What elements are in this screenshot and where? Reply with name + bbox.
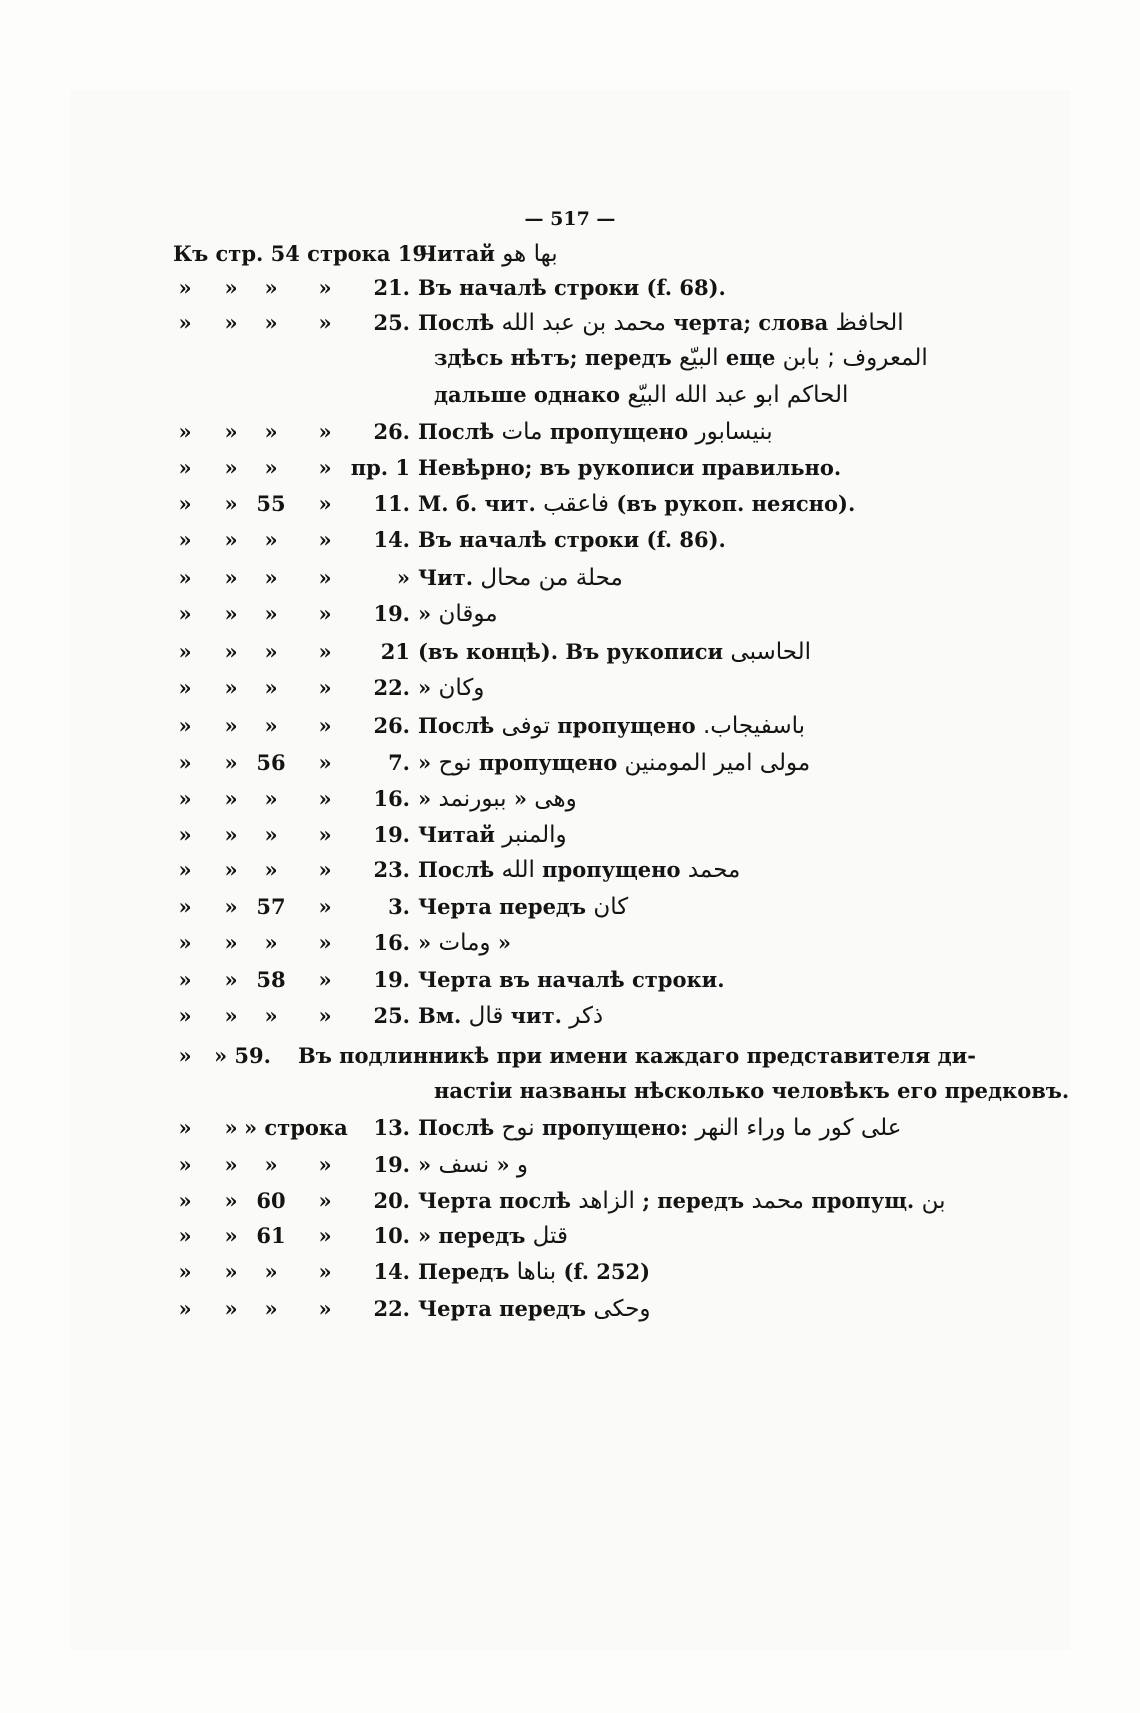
page-ref: » [264, 275, 278, 300]
russian-text: » [418, 930, 432, 955]
entry-continuation [0, 1071, 1140, 1111]
page-ref: » [264, 857, 278, 882]
ditto-mark: » [224, 857, 238, 882]
russian-text: еще [725, 345, 776, 370]
ditto-mark: » [318, 455, 332, 480]
russian-text: Послѣ [418, 1115, 495, 1140]
line-ref: 21. [373, 275, 410, 300]
entry-text [418, 632, 811, 672]
arabic-text: توفى [501, 713, 550, 739]
arabic-text: ببورنمد [438, 786, 507, 812]
page-ref: » [264, 419, 278, 444]
arabic-text: مولى امير المومنين [624, 750, 811, 776]
arabic-text: على كور ما وراء النهر [695, 1115, 902, 1141]
line-ref: 13. [373, 1115, 410, 1140]
entry-row [0, 412, 1140, 452]
russian-text: Послѣ [418, 419, 495, 444]
entry-row [0, 923, 1140, 963]
line-ref: 25. [373, 310, 410, 335]
entry-lead: Къ стр. 54 строка 19. [173, 241, 435, 266]
page-ref: » [264, 455, 278, 480]
ditto-mark: » [224, 967, 238, 992]
russian-text: М. б. чит. [418, 491, 536, 516]
ditto-mark: » [318, 1296, 332, 1321]
ditto-mark: » [318, 786, 332, 811]
entry-row [0, 815, 1140, 855]
ditto-mark: » [224, 1115, 238, 1140]
russian-text: пропущено: [541, 1115, 689, 1140]
arabic-text: فاعقب [543, 491, 610, 517]
russian-text: Черта въ началѣ строки. [418, 967, 725, 992]
ditto-mark: » [318, 1003, 332, 1028]
entry-text [418, 303, 904, 343]
entry-text [418, 412, 773, 452]
ditto-mark: » [318, 491, 332, 516]
ditto-mark: » [318, 750, 332, 775]
entry-text [418, 1289, 651, 1329]
russian-text: дальше однако [434, 382, 621, 407]
entry-text [434, 1071, 1069, 1111]
line-ref: 21 [380, 639, 410, 664]
russian-text: пропущено [542, 857, 681, 882]
entry-row [0, 1289, 1140, 1329]
russian-text: » [497, 930, 511, 955]
ditto-mark: » [318, 930, 332, 955]
page-ref: » [264, 1296, 278, 1321]
russian-text: пропущено [557, 713, 696, 738]
entry-text [418, 743, 810, 783]
ditto-mark: » [178, 1296, 192, 1321]
ditto-mark: » [178, 930, 192, 955]
page-ref: » [264, 565, 278, 590]
ditto-mark: » [224, 1152, 238, 1177]
page-ref: 58 [256, 967, 286, 992]
entry-text [418, 815, 567, 855]
entry-text [418, 520, 726, 560]
ditto-mark: » [178, 639, 192, 664]
line-ref: 10. [373, 1223, 410, 1248]
ditto-mark: » [318, 675, 332, 700]
russian-text: Послѣ [418, 857, 495, 882]
page-ref: 57 [256, 894, 286, 919]
russian-text: » [418, 601, 432, 626]
entry-text [418, 1145, 528, 1185]
ditto-mark: » [178, 1003, 192, 1028]
ditto-mark: » [224, 601, 238, 626]
entry-row [0, 303, 1140, 343]
ditto-mark: » [178, 1259, 192, 1284]
line-ref: 22. [373, 675, 410, 700]
arabic-text: نسف [438, 1152, 490, 1178]
entry-row [0, 484, 1140, 524]
ditto-mark: » [178, 419, 192, 444]
ditto-mark: » [178, 565, 192, 590]
russian-text: Читай [418, 822, 495, 847]
ditto-mark: » [178, 786, 192, 811]
russian-text: Чит. [418, 565, 474, 590]
russian-text: чит. [510, 1003, 562, 1028]
arabic-text: نوح [501, 1115, 535, 1141]
entry-text [418, 706, 805, 746]
russian-text: пропущено [549, 419, 689, 444]
russian-text: Въ началѣ строки (f. 86). [418, 527, 726, 552]
line-ref: 16. [373, 786, 410, 811]
ditto-mark: » [224, 1259, 238, 1284]
ditto-mark: » [318, 275, 332, 300]
ditto-mark: » [224, 1003, 238, 1028]
page-ref: » [264, 1259, 278, 1284]
ditto-mark: » [224, 930, 238, 955]
line-ref: 26. [373, 419, 410, 444]
arabic-text: الحافظ [835, 310, 904, 336]
arabic-text: محمد [687, 857, 741, 883]
ditto-mark: » [224, 1223, 238, 1248]
arabic-text: محمد [751, 1188, 805, 1214]
ditto-mark: » [178, 601, 192, 626]
ditto-mark: » [224, 750, 238, 775]
page-ref: » [264, 1152, 278, 1177]
russian-text: пропущ. [811, 1188, 915, 1213]
entry-continuation [0, 375, 1140, 415]
entry-continuation [0, 338, 1140, 378]
arabic-text: المعروف ; [827, 345, 928, 371]
russian-text: » [418, 1152, 432, 1177]
entry-row [0, 632, 1140, 672]
ditto-mark: » [178, 310, 192, 335]
page-number: — 517 — [524, 208, 616, 230]
page-ref: » [264, 639, 278, 664]
ditto-mark: » [224, 275, 238, 300]
page-ref: » [264, 786, 278, 811]
arabic-text: الله [501, 857, 535, 883]
ditto-mark: » [178, 857, 192, 882]
page-ref: » [264, 675, 278, 700]
russian-text: здѣсь нѣтъ; передъ [434, 345, 672, 370]
ditto-mark: » [178, 527, 192, 552]
line-ref: пр. 1 [350, 455, 410, 480]
entry-row [0, 706, 1140, 746]
russian-text: Послѣ [418, 713, 495, 738]
page-ref: 60 [256, 1188, 286, 1213]
arabic-text: قتل [532, 1223, 568, 1249]
ditto-mark: » [178, 713, 192, 738]
arabic-text: بها هو [502, 241, 558, 267]
arabic-text: بنيسابور [695, 419, 773, 445]
entry-text [434, 375, 848, 415]
ditto-mark: » [224, 639, 238, 664]
ditto-mark: » [178, 1152, 192, 1177]
arabic-text: وكان [438, 675, 485, 701]
entry-row [0, 779, 1140, 819]
entry-text [418, 448, 841, 488]
ditto-mark: » [224, 1296, 238, 1321]
ditto-mark: » [318, 601, 332, 626]
russian-text: » [418, 786, 432, 811]
page-ref: » [264, 930, 278, 955]
ditto-mark: » [318, 527, 332, 552]
arabic-text: الحاكم ابو عبد الله البيّع [627, 382, 849, 408]
page-ref: 55 [256, 491, 286, 516]
ditto-mark: » [224, 455, 238, 480]
entry-text [298, 1036, 976, 1076]
entry-row [0, 594, 1140, 634]
entry-row [0, 1252, 1140, 1292]
entry-text [434, 338, 928, 378]
arabic-text: الزاهد [578, 1188, 635, 1214]
page-ref: » [264, 601, 278, 626]
ditto-mark: » [224, 713, 238, 738]
ditto-mark: » [178, 1043, 192, 1068]
arabic-text: البيّع [679, 345, 719, 371]
arabic-text: ومات [438, 930, 491, 956]
ditto-mark: » [224, 310, 238, 335]
ditto-mark: » [224, 786, 238, 811]
russian-text: настіи названы нѣсколько человѣкъ его предковъ. [434, 1078, 1070, 1103]
entry-text [418, 960, 725, 1000]
ditto-mark: » [318, 894, 332, 919]
ditto-mark: » [224, 894, 238, 919]
line-ref: 20. [373, 1188, 410, 1213]
ditto-mark: » [224, 822, 238, 847]
entry-text [418, 779, 577, 819]
ditto-mark: » [178, 967, 192, 992]
line-ref: 14. [373, 527, 410, 552]
line-ref: 26. [373, 713, 410, 738]
entry-row [0, 520, 1140, 560]
entry-text [418, 1252, 650, 1292]
ditto-mark: » [318, 1152, 332, 1177]
entry-row [0, 887, 1140, 927]
ditto-mark: » [318, 310, 332, 335]
line-ref: 3. [388, 894, 410, 919]
entry-row [0, 1181, 1140, 1221]
entry-row [0, 1145, 1140, 1185]
arabic-text: بن [921, 1188, 946, 1214]
arabic-text: وهى [534, 786, 577, 812]
ditto-mark: » [224, 565, 238, 590]
russian-text: Послѣ [418, 310, 495, 335]
ditto-mark: » [178, 822, 192, 847]
entry-row [0, 558, 1140, 598]
russian-text: Читай [418, 241, 495, 266]
ditto-mark: » [178, 675, 192, 700]
russian-text: » [418, 750, 432, 775]
arabic-text: قال [468, 1003, 504, 1029]
ditto-mark: » [318, 822, 332, 847]
ditto-mark: » [318, 419, 332, 444]
entry-text [418, 594, 498, 634]
russian-text: Передъ [418, 1259, 510, 1284]
line-ref: 22. [373, 1296, 410, 1321]
russian-text: Въ подлинникѣ при имени каждаго представителя ди- [298, 1043, 976, 1068]
russian-text: (f. 252) [563, 1259, 651, 1284]
page-ref: 56 [256, 750, 286, 775]
line-ref: 16. [373, 930, 410, 955]
ditto-mark: » [318, 1259, 332, 1284]
ditto-mark: » [224, 1188, 238, 1213]
arabic-text: بابن [782, 345, 820, 371]
page-ref: » [264, 310, 278, 335]
russian-text: » [496, 1152, 510, 1177]
ditto-mark: » [178, 894, 192, 919]
arabic-text: محلة من محال [480, 565, 623, 591]
page-ref: » строка [244, 1115, 348, 1140]
russian-text: » [418, 675, 432, 700]
ditto-mark: » [224, 491, 238, 516]
page-ref: » [264, 1003, 278, 1028]
entry-text [418, 887, 628, 927]
russian-text: (въ рукоп. неясно). [616, 491, 856, 516]
russian-text: Черта передъ [418, 1296, 587, 1321]
entry-row [0, 743, 1140, 783]
ditto-mark: » [224, 527, 238, 552]
entry-text [418, 923, 511, 963]
russian-text: Черта передъ [418, 894, 587, 919]
line-ref: 14. [373, 1259, 410, 1284]
page-ref: » [264, 713, 278, 738]
line-ref: 19. [373, 822, 410, 847]
ditto-mark: » [318, 565, 332, 590]
arabic-text: ذكر [569, 1003, 604, 1029]
entry-text [418, 484, 855, 524]
entry-row [0, 1216, 1140, 1256]
russian-text: Въ началѣ строки (f. 68). [418, 275, 726, 300]
arabic-text: والمنبر [502, 822, 567, 848]
arabic-text: محمد بن عبد الله [501, 310, 666, 336]
ditto-mark: » [178, 275, 192, 300]
ditto-mark: » [318, 1223, 332, 1248]
russian-text: черта; слова [673, 310, 829, 335]
ditto-mark: » [318, 857, 332, 882]
russian-text: (въ концѣ). Въ рукописи [418, 639, 724, 664]
page-ref: 61 [256, 1223, 286, 1248]
line-ref: 25. [373, 1003, 410, 1028]
arabic-text: وحكى [593, 1296, 651, 1322]
line-ref: 23. [373, 857, 410, 882]
entry-text [418, 1108, 901, 1148]
ditto-mark: » [178, 1223, 192, 1248]
arabic-text: موقان [438, 601, 498, 627]
ditto-mark: » [318, 639, 332, 664]
entry-text [418, 268, 726, 308]
entry-row [0, 1108, 1140, 1148]
page-ref: » [264, 527, 278, 552]
entry-text [418, 1216, 568, 1256]
ditto-mark: » [178, 455, 192, 480]
ditto-mark: » [178, 750, 192, 775]
entry-row [0, 668, 1140, 708]
ditto-mark: » [178, 1115, 192, 1140]
entry-row [0, 268, 1140, 308]
entry-row [0, 448, 1140, 488]
ditto-mark: » [178, 1188, 192, 1213]
arabic-text: باسفيجاب. [702, 713, 806, 739]
entry-row [0, 996, 1140, 1036]
line-ref: 19. [373, 1152, 410, 1177]
entry-text [418, 558, 623, 598]
ditto-mark: » [318, 713, 332, 738]
arabic-text: مات [501, 419, 543, 445]
russian-text: Невѣрно; въ рукописи правильно. [418, 455, 842, 480]
arabic-text: كان [593, 894, 629, 920]
ditto-mark: » 59. [214, 1043, 271, 1068]
ditto-mark: » [318, 967, 332, 992]
line-ref: 11. [373, 491, 410, 516]
ditto-mark: » [224, 675, 238, 700]
line-ref: 19. [373, 601, 410, 626]
line-ref: » [396, 565, 410, 590]
line-ref: 19. [373, 967, 410, 992]
russian-text: ; передъ [642, 1188, 745, 1213]
entry-text [418, 668, 484, 708]
russian-text: » передъ [418, 1223, 526, 1248]
arabic-text: بناها [516, 1259, 557, 1285]
line-ref: 7. [388, 750, 410, 775]
russian-text: пропущено [478, 750, 618, 775]
russian-text: Вм. [418, 1003, 462, 1028]
entry-row [0, 850, 1140, 890]
ditto-mark: » [318, 1188, 332, 1213]
russian-text: » [513, 786, 527, 811]
entry-text [418, 850, 740, 890]
entry-text [418, 996, 603, 1036]
arabic-text: و [516, 1152, 529, 1178]
ditto-mark: » [178, 491, 192, 516]
entry-row [0, 960, 1140, 1000]
arabic-text: نوح [438, 750, 472, 776]
entry-text [418, 1181, 945, 1221]
ditto-mark: » [224, 419, 238, 444]
entry-row [0, 1036, 1140, 1076]
russian-text: Черта послѣ [418, 1188, 571, 1213]
arabic-text: الحاسبى [730, 639, 812, 665]
page-ref: » [264, 822, 278, 847]
